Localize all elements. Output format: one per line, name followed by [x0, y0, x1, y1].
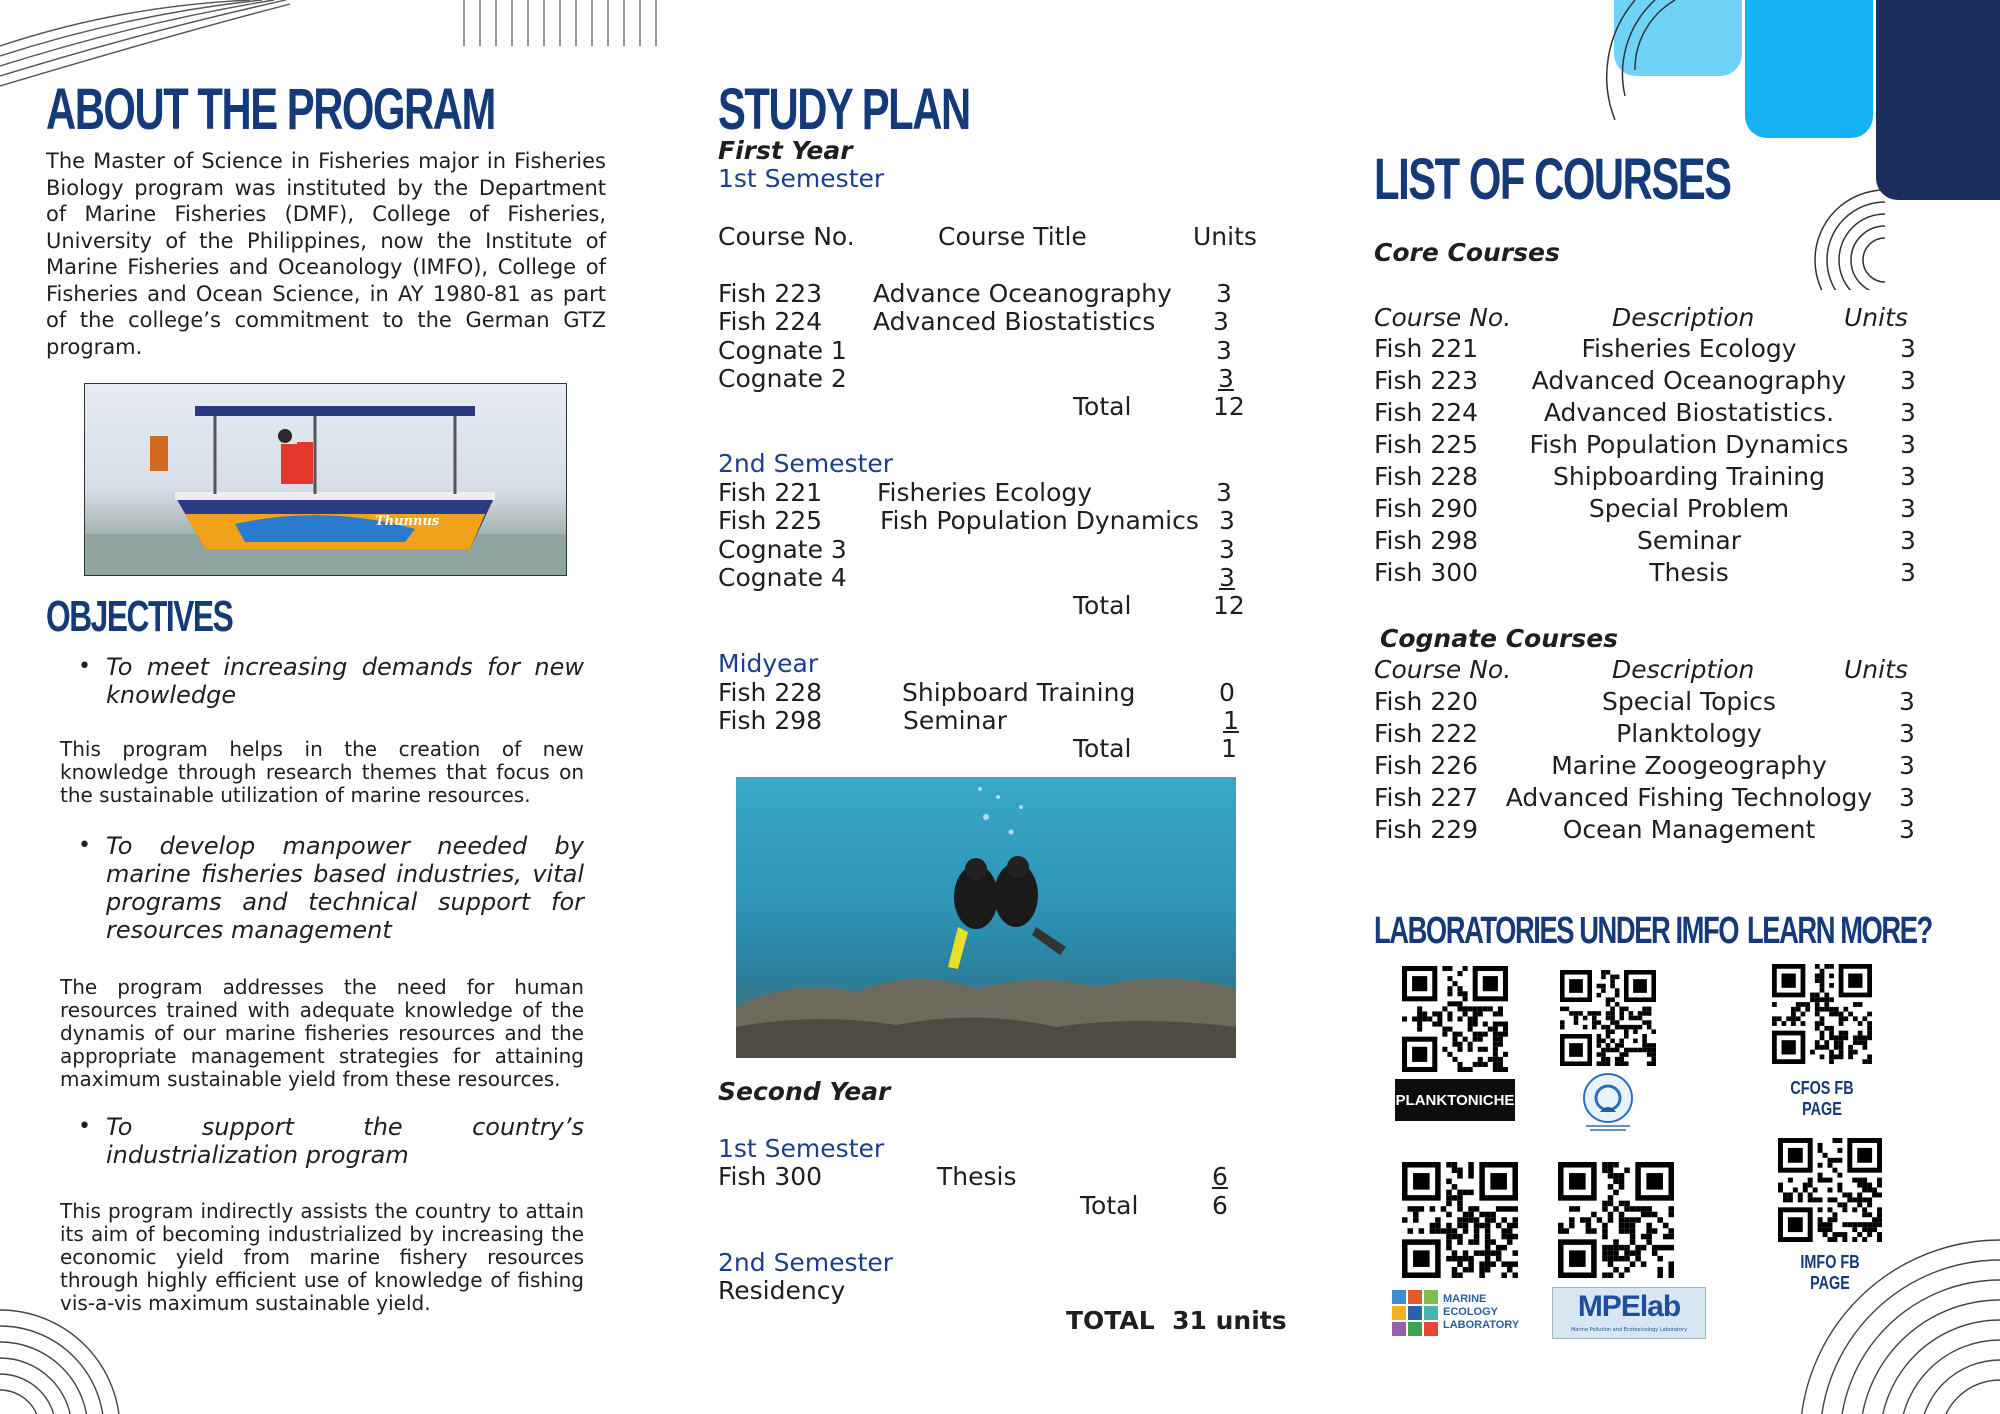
mpelab-logo-sub: Marine Pollution and Ecotoxicology Laboratory — [1570, 1327, 1688, 1333]
plan-row-title: Advance Oceanography — [873, 279, 1172, 308]
cognate-course-desc: Ocean Management — [1562, 815, 1816, 844]
cognate-course-no: Fish 227 — [1374, 783, 1479, 812]
plan-row-no: Fish 224 — [718, 307, 823, 336]
total-label: Total — [1080, 1191, 1139, 1220]
core-course-no: Fish 228 — [1374, 462, 1479, 491]
y2-sem1-label: 1st Semester — [718, 1134, 885, 1163]
core-course-units: 3 — [1900, 494, 1916, 523]
core-course-desc: Advanced Oceanography — [1531, 366, 1847, 395]
core-course-no: Fish 224 — [1374, 398, 1479, 427]
core-course-desc: Seminar — [1637, 526, 1741, 555]
plan-row-units: 3 — [1213, 307, 1229, 336]
objective-1-body: This program helps in the creation of new knowledge through research themes that focus on the sustainable utilization of marine resources. — [60, 737, 584, 807]
core-course-units: 3 — [1900, 398, 1916, 427]
decor-block-navy — [1876, 0, 2000, 200]
marine-ecology-logo-text — [1443, 1293, 1519, 1332]
plan-row-units: 0 — [1219, 678, 1235, 707]
plan-row-title: Fish Population Dynamics — [880, 506, 1199, 535]
total-label: Total — [1073, 591, 1132, 620]
marine-ecology-logo-mark — [1392, 1290, 1438, 1336]
core-course-units: 3 — [1900, 462, 1916, 491]
cognate-col-no: Course No. — [1374, 655, 1512, 684]
planktoniche-logo: PLANKTONICHE — [1395, 1079, 1515, 1121]
diving-illustration — [736, 777, 1236, 1058]
cognate-course-units: 3 — [1899, 815, 1915, 844]
cognate-course-desc: Marine Zoogeography — [1551, 751, 1827, 780]
core-course-desc: Shipboarding Training — [1553, 462, 1825, 491]
core-course-desc: Fisheries Ecology — [1581, 334, 1797, 363]
core-courses-label: Core Courses — [1374, 238, 1560, 267]
plan-row-title: Seminar — [903, 706, 1007, 735]
objective-1-title: To meet increasing demands for new knowledge — [106, 653, 584, 709]
y1-sem1-label: 1st Semester — [718, 164, 885, 193]
objective-2-body: The program addresses the need for human resources trained with adequate knowledge of the dynamis of our marine fisheries resources and the appropriate management strategies for attaining maximum sustainable yield from these resources. — [60, 975, 584, 1091]
cognate-col-units: Units — [1844, 655, 1908, 684]
cognate-course-desc: Advanced Fishing Technology — [1505, 783, 1873, 812]
objective-2-title: To develop manpower needed by marine fisheries based industries, vital programs and technical support for resources management — [106, 832, 584, 944]
mpelab-logo — [1552, 1287, 1706, 1339]
plan-row-units: 3 — [1216, 478, 1232, 507]
plan-row-no: Fish 223 — [718, 279, 823, 308]
first-year-label: First Year — [718, 136, 853, 165]
core-course-no: Fish 225 — [1374, 430, 1479, 459]
cognate-course-units: 3 — [1899, 783, 1915, 812]
core-course-no: Fish 223 — [1374, 366, 1479, 395]
residency-label: Residency — [718, 1276, 846, 1305]
cognate-courses-label: Cognate Courses — [1380, 624, 1619, 653]
logo-line: LABORATORY — [1443, 1319, 1520, 1331]
cognate-course-no: Fish 222 — [1374, 719, 1479, 748]
y1s2-total: 12 — [1213, 591, 1245, 620]
lab-2-logo — [1578, 1072, 1638, 1134]
plan-row-units: 3 — [1218, 364, 1234, 393]
decor-stripes — [460, 0, 675, 48]
col-course-no: Course No. — [718, 222, 855, 251]
total-label: Total — [1073, 734, 1132, 763]
cognate-course-units: 3 — [1899, 751, 1915, 780]
total-label: Total — [1073, 392, 1132, 421]
cognate-course-no: Fish 226 — [1374, 751, 1479, 780]
plan-row-units: 3 — [1219, 535, 1235, 564]
core-course-units: 3 — [1900, 526, 1916, 555]
boat-illustration — [85, 384, 567, 576]
plan-row-units: 3 — [1216, 279, 1232, 308]
bullet-2: • — [78, 833, 91, 858]
objective-3-body: This program indirectly assists the country to attain its aim of becoming industrialized by increasing the economic yield from marine fishery resources through highly efficient use of knowledge of fishing vis-a-vis maximum sustainable yield. — [60, 1199, 584, 1315]
y2-sem2-label: 2nd Semester — [718, 1248, 894, 1277]
imfo-fb-label[interactable]: IMFO FB PAGE — [1800, 1252, 1860, 1293]
about-heading: ABOUT THE PROGRAM — [46, 77, 495, 142]
core-course-desc: Special Problem — [1588, 494, 1790, 523]
plan-row-no: Fish 228 — [718, 678, 823, 707]
core-col-desc: Description — [1612, 303, 1755, 332]
plan-row-no: Fish 298 — [718, 706, 823, 735]
plan-row-units: 3 — [1219, 506, 1235, 535]
core-course-no: Fish 221 — [1374, 334, 1479, 363]
core-course-desc: Thesis — [1649, 558, 1729, 587]
cognate-course-no: Fish 220 — [1374, 687, 1479, 716]
plan-row-no: Cognate 3 — [718, 535, 847, 564]
cognate-course-no: Fish 229 — [1374, 815, 1479, 844]
core-course-units: 3 — [1900, 366, 1916, 395]
core-course-units: 3 — [1900, 334, 1916, 363]
core-course-units: 3 — [1900, 430, 1916, 459]
logo-line: MARINE — [1443, 1293, 1487, 1305]
courses-heading: LIST OF COURSES — [1374, 147, 1731, 212]
cfos-fb-label[interactable]: CFOS FB PAGE — [1790, 1078, 1854, 1119]
core-course-no: Fish 290 — [1374, 494, 1479, 523]
plan-row-no: Cognate 4 — [718, 563, 847, 592]
plan-row-no: Fish 225 — [718, 506, 823, 535]
decor-circles-top-right — [1555, 0, 1885, 290]
cognate-course-desc: Special Topics — [1602, 687, 1776, 716]
plan-row-units: 3 — [1216, 336, 1232, 365]
cognate-course-units: 3 — [1899, 687, 1915, 716]
logo-line: ECOLOGY — [1443, 1306, 1499, 1318]
col-course-title: Course Title — [938, 222, 1087, 251]
plan-row-no: Fish 300 — [718, 1162, 823, 1191]
boat-photo — [84, 383, 567, 576]
objective-3-title: To support the country’s industrialization program — [106, 1113, 584, 1169]
qr-code-marine-ecology[interactable] — [1402, 1162, 1518, 1278]
core-col-units: Units — [1844, 303, 1908, 332]
cognate-col-desc: Description — [1612, 655, 1755, 684]
labs-heading: LABORATORIES UNDER IMFO — [1374, 910, 1739, 952]
cognate-course-desc: Planktology — [1616, 719, 1762, 748]
y1s1-total: 12 — [1213, 392, 1245, 421]
qr-code-planktoniche[interactable] — [1402, 966, 1508, 1072]
plan-row-units: 1 — [1223, 706, 1239, 735]
core-course-desc: Fish Population Dynamics — [1529, 430, 1849, 459]
midyear-label: Midyear — [718, 649, 819, 678]
second-year-label: Second Year — [718, 1077, 891, 1106]
bullet-1: • — [78, 654, 91, 679]
plan-row-title: Fisheries Ecology — [877, 478, 1093, 507]
core-course-no: Fish 300 — [1374, 558, 1479, 587]
y1-sem2-label: 2nd Semester — [718, 449, 894, 478]
core-course-desc: Advanced Biostatistics. — [1543, 398, 1835, 427]
grand-total: TOTAL 31 units — [1066, 1306, 1287, 1335]
y2s1-total: 6 — [1212, 1191, 1228, 1220]
plan-row-units: 6 — [1212, 1162, 1228, 1191]
core-course-units: 3 — [1900, 558, 1916, 587]
objectives-heading: OBJECTIVES — [46, 592, 233, 641]
qr-code-mpelab[interactable] — [1558, 1162, 1674, 1278]
core-col-no: Course No. — [1374, 303, 1512, 332]
plan-row-no: Cognate 2 — [718, 364, 847, 393]
col-units: Units — [1193, 222, 1257, 251]
plan-row-no: Fish 221 — [718, 478, 823, 507]
plan-row-title: Thesis — [937, 1162, 1017, 1191]
plan-row-title: Advanced Biostatistics — [873, 307, 1156, 336]
plan-row-title: Shipboard Training — [902, 678, 1136, 707]
mid-total: 1 — [1221, 734, 1237, 763]
cognate-course-units: 3 — [1899, 719, 1915, 748]
diving-photo — [736, 777, 1236, 1058]
mpelab-logo-title: MPElab — [1577, 1290, 1681, 1323]
about-body: The Master of Science in Fisheries major in Fisheries Biology program was instituted by the Department of Marine Fisheries (DMF), College of Fisheries, University of the Philippines, now the Institute of Marine Fisheries and Oceanology (IMFO), College of Fisheries and Ocean Science, in AY 1980-81 as part of the college’s commitment to the German GTZ program. — [46, 149, 606, 359]
qr-code-imfo[interactable] — [1778, 1138, 1882, 1242]
qr-code-cfos[interactable] — [1772, 964, 1872, 1064]
bullet-3: • — [78, 1114, 91, 1139]
plan-row-units: 3 — [1219, 563, 1235, 592]
plan-row-no: Cognate 1 — [718, 336, 847, 365]
learn-more-heading: LEARN MORE? — [1747, 910, 1932, 952]
core-course-no: Fish 298 — [1374, 526, 1479, 555]
boat-name: Thunnus — [375, 514, 440, 529]
study-plan-heading: STUDY PLAN — [718, 77, 970, 142]
qr-code-lab-2[interactable] — [1560, 970, 1656, 1066]
